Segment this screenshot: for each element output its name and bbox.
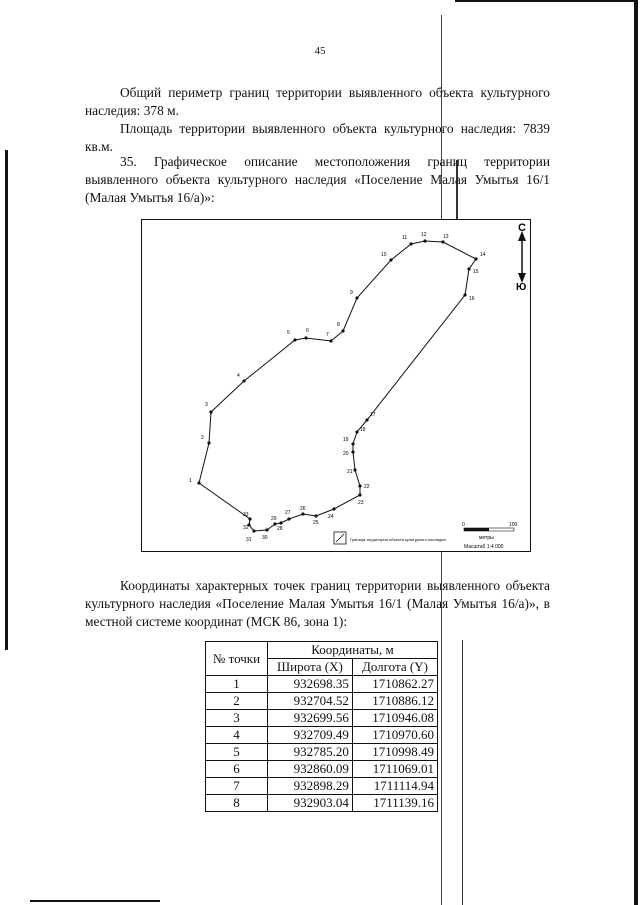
point-number-cell: 5 — [206, 744, 268, 761]
point-number-cell: 3 — [206, 710, 268, 727]
coordinates-table — [205, 641, 438, 812]
boundary-point-marker — [209, 410, 212, 413]
boundary-map — [141, 219, 531, 552]
scale-right-label: 100 — [509, 522, 518, 528]
paragraph-perimeter — [85, 84, 550, 120]
header-coordinates: Координаты, м — [268, 642, 438, 659]
latitude-cell: 932699.56 — [268, 710, 353, 727]
latitude-cell: 932698.35 — [268, 676, 353, 693]
boundary-point-label: 16 — [469, 296, 475, 302]
longitude-cell: 1710862.27 — [352, 676, 437, 693]
boundary-point-marker — [197, 481, 200, 484]
boundary-point-label: 26 — [300, 506, 306, 512]
legend-text: Граница территории объекта культурного наследия — [350, 537, 446, 542]
boundary-point-label: 12 — [421, 232, 427, 238]
paragraph-area — [85, 120, 550, 156]
boundary-point-label: 8 — [337, 322, 340, 328]
paragraph-graphic-description-text: 35. Графическое описание местоположения границ территории выявленного объекта культурного наследия «Поселение Малая Умытья 16/1 (Малая Умытья 16/а)»: — [85, 154, 550, 205]
latitude-cell: 932903.04 — [268, 795, 353, 812]
boundary-point-label: 9 — [350, 290, 353, 296]
boundary-point-label: 32 — [243, 525, 249, 531]
boundary-point-marker — [273, 522, 276, 525]
boundary-point-marker — [248, 517, 251, 520]
boundary-point-label: 27 — [285, 510, 291, 516]
table-row — [206, 778, 438, 795]
table-row — [206, 710, 438, 727]
scan-artifact-left-bar — [5, 150, 8, 650]
boundary-point-label: 24 — [328, 514, 334, 520]
point-number-cell: 1 — [206, 676, 268, 693]
boundary-point-marker — [304, 336, 307, 339]
south-label: Ю — [516, 282, 527, 293]
boundary-point-marker — [341, 329, 344, 332]
longitude-cell: 1711114.94 — [352, 778, 437, 795]
boundary-point-label: 18 — [360, 427, 366, 433]
latitude-cell: 932704.52 — [268, 693, 353, 710]
table-row — [206, 676, 438, 693]
boundary-point-label: 7 — [326, 332, 329, 338]
boundary-point-label: 19 — [343, 437, 349, 443]
header-latitude: Широта (X) — [268, 659, 353, 676]
boundary-point-label: 31 — [246, 537, 252, 543]
boundary-point-label: 6 — [306, 328, 309, 334]
boundary-point-marker — [389, 258, 392, 261]
boundary-point-label: 1 — [189, 478, 192, 484]
page-number: 45 — [314, 45, 326, 57]
paragraph-coordinates-intro-text: Координаты характерных точек границ территории выявленного объекта культурного наследия «Поселение Малая Умытья 16/1 (Малая Умытья 16/а)», в местной системе координат (МСК 86, зона 1): — [85, 578, 550, 629]
point-number-cell: 7 — [206, 778, 268, 795]
boundary-point-marker — [314, 514, 317, 517]
boundary-point-marker — [355, 430, 358, 433]
boundary-point-marker — [351, 442, 354, 445]
boundary-point-marker — [329, 339, 332, 342]
boundary-point-marker — [353, 468, 356, 471]
boundary-point-marker — [301, 512, 304, 515]
table-header-row — [206, 642, 438, 659]
boundary-point-label: 25 — [313, 520, 319, 526]
longitude-cell: 1710886.12 — [352, 693, 437, 710]
boundary-point-marker — [463, 293, 466, 296]
latitude-cell: 932898.29 — [268, 778, 353, 795]
boundary-point-label: 3 — [205, 402, 208, 408]
boundary-point-marker — [474, 257, 477, 260]
scale-unit: метры — [479, 535, 494, 541]
boundary-point-marker — [358, 484, 361, 487]
scale-ratio: Масштаб 1:4 000 — [464, 544, 504, 550]
latitude-cell: 932785.20 — [268, 744, 353, 761]
boundary-point-marker — [252, 529, 255, 532]
north-label: С — [518, 222, 526, 234]
boundary-point-marker — [441, 240, 444, 243]
boundary-point-marker — [365, 418, 368, 421]
boundary-point-label: 17 — [370, 412, 376, 418]
boundary-point-label: 10 — [381, 252, 387, 258]
boundary-point-marker — [355, 296, 358, 299]
boundary-point-label: 4 — [237, 373, 240, 379]
table-row — [206, 795, 438, 812]
point-number-cell: 6 — [206, 761, 268, 778]
boundary-point-marker — [279, 521, 282, 524]
scan-artifact-bottom-line — [30, 900, 160, 902]
scale-bar-fill — [464, 528, 489, 531]
boundary-point-label: 20 — [343, 451, 349, 457]
table-row — [206, 727, 438, 744]
boundary-point-marker — [293, 338, 296, 341]
table-row — [206, 693, 438, 710]
boundary-point-label: 15 — [473, 269, 479, 275]
scale-left-label: 0 — [462, 522, 465, 528]
boundary-point-label: 23 — [358, 500, 364, 506]
table-row — [206, 744, 438, 761]
scan-artifact-vertical-3 — [462, 640, 463, 905]
boundary-point-marker — [287, 517, 290, 520]
boundary-point-marker — [332, 507, 335, 510]
boundary-point-label: 14 — [480, 252, 486, 258]
longitude-cell: 1710946.08 — [352, 710, 437, 727]
paragraph-area-text: Площадь территории выявленного объекта культурного наследия: 7839 кв.м. — [85, 121, 550, 154]
point-number-cell: 2 — [206, 693, 268, 710]
boundary-point-marker — [467, 267, 470, 270]
boundary-point-marker — [409, 242, 412, 245]
paragraph-coordinates-intro — [85, 577, 550, 631]
boundary-point-label: 13 — [443, 234, 449, 240]
boundary-point-label: 5 — [287, 330, 290, 336]
boundary-point-label: 2 — [201, 435, 204, 441]
header-longitude: Долгота (Y) — [352, 659, 437, 676]
boundary-point-label: 11 — [402, 235, 408, 241]
boundary-point-label: 21 — [347, 469, 353, 475]
longitude-cell: 1710998.49 — [352, 744, 437, 761]
boundary-point-marker — [423, 239, 426, 242]
boundary-point-marker — [265, 528, 268, 531]
paragraph-perimeter-text: Общий периметр границ территории выявленного объекта культурного наследия: 378 м. — [85, 85, 550, 118]
point-number-cell: 4 — [206, 727, 268, 744]
boundary-point-label: 29 — [271, 516, 277, 522]
longitude-cell: 1711139.16 — [352, 795, 437, 812]
boundary-point-label: 22 — [364, 484, 370, 490]
boundary-point-label: 33 — [243, 512, 249, 518]
scan-artifact-right-bar — [634, 0, 638, 905]
latitude-cell: 932709.49 — [268, 727, 353, 744]
scan-artifact-top-line — [455, 0, 635, 2]
boundary-point-marker — [207, 441, 210, 444]
boundary-point-marker — [351, 450, 354, 453]
longitude-cell: 1710970.60 — [352, 727, 437, 744]
boundary-point-marker — [242, 379, 245, 382]
boundary-point-marker — [358, 493, 361, 496]
longitude-cell: 1711069.01 — [352, 761, 437, 778]
header-point-number: № точки — [206, 642, 268, 676]
latitude-cell: 932860.09 — [268, 761, 353, 778]
boundary-point-label: 28 — [277, 526, 283, 532]
paragraph-graphic-description — [85, 153, 550, 207]
boundary-point-label: 30 — [262, 535, 268, 541]
point-number-cell: 8 — [206, 795, 268, 812]
table-row — [206, 761, 438, 778]
